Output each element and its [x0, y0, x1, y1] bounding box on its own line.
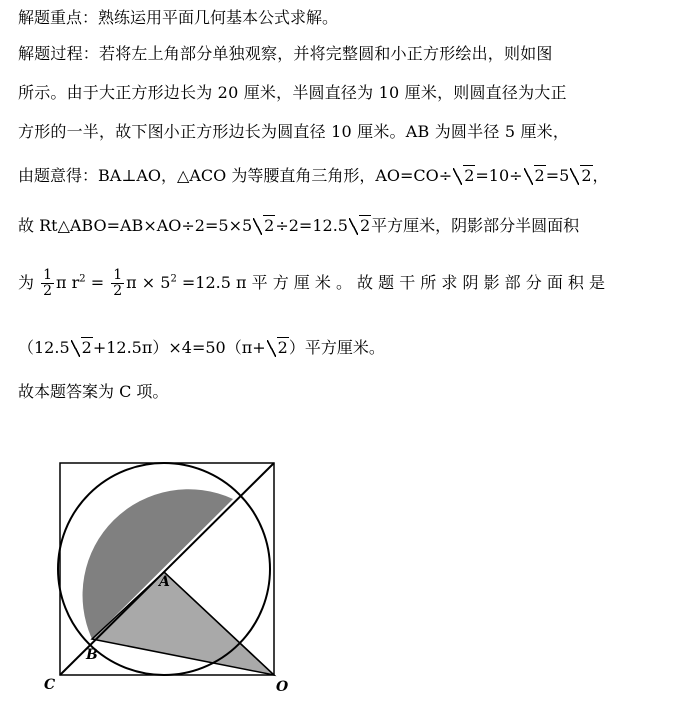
text-line-9: 故本题答案为 C 项。	[18, 382, 169, 401]
sqrt-symbol: 2	[570, 166, 592, 186]
line5-part-g: ，	[592, 166, 609, 185]
line5-part-e: =5	[545, 166, 570, 185]
sqrt-symbol: 2	[524, 166, 546, 186]
text-line-6	[18, 216, 579, 236]
line8-part-a: （12.5	[18, 338, 70, 357]
fraction-half: $\frac{1}{2}$	[113, 267, 123, 299]
sqrt-symbol: 2	[453, 166, 475, 186]
sqrt-symbol: 2	[267, 338, 289, 358]
line8-part-e: ）平方厘米。	[288, 338, 385, 357]
sqrt-symbol: 2	[71, 338, 93, 358]
superscript: 2	[79, 273, 86, 285]
text-line-2: 解题过程：若将左上角部分单独观察，并将完整圆和小正方形绘出，则如图	[18, 44, 553, 63]
text-line-5	[18, 166, 609, 186]
line6-part-a: 故 Rt△ABO=AB×AO÷2=5×5	[18, 216, 253, 235]
line7-part-b: π r	[56, 273, 80, 292]
line6-part-c: ÷2=12.5	[275, 216, 348, 235]
line7-part-e: =12.5 π 平 方 厘 米 。 故 题 干 所 求 阴 影 部 分 面 积 是	[176, 273, 605, 292]
text-line-3: 所示。由于大正方形边长为 20 厘米，半圆直径为 10 厘米，则圆直径为大正	[18, 83, 567, 102]
label-o: O	[276, 679, 289, 695]
line7-part-a: 为	[18, 273, 35, 292]
text-line-7	[18, 268, 605, 299]
label-b: B	[86, 647, 98, 663]
line7-part-c: =	[85, 273, 110, 292]
label-a: A	[159, 574, 170, 590]
line7-part-d: π × 5	[126, 273, 171, 292]
fraction-half: $\frac{1}{2}$	[43, 267, 53, 299]
line6-part-e: 平方厘米，阴影部分半圆面积	[371, 216, 580, 235]
geometry-figure	[40, 455, 300, 700]
line5-part-a: 由题意得：BA⊥AO，△ACO 为等腰直角三角形，AO=CO÷	[18, 166, 453, 185]
label-c: C	[44, 677, 56, 693]
sqrt-symbol: 2	[253, 216, 275, 236]
text-line-4: 方形的一半，故下图小正方形边长为圆直径 10 厘米。AB 为圆半径 5 厘米，	[18, 122, 570, 141]
text-line-1: 解题重点：熟练运用平面几何基本公式求解。	[18, 8, 339, 27]
text-line-8	[18, 338, 385, 358]
line8-part-c: +12.5π）×4=50（π+	[92, 338, 266, 357]
sqrt-symbol: 2	[349, 216, 371, 236]
superscript: 2	[170, 273, 177, 285]
line5-part-c: =10÷	[475, 166, 523, 185]
